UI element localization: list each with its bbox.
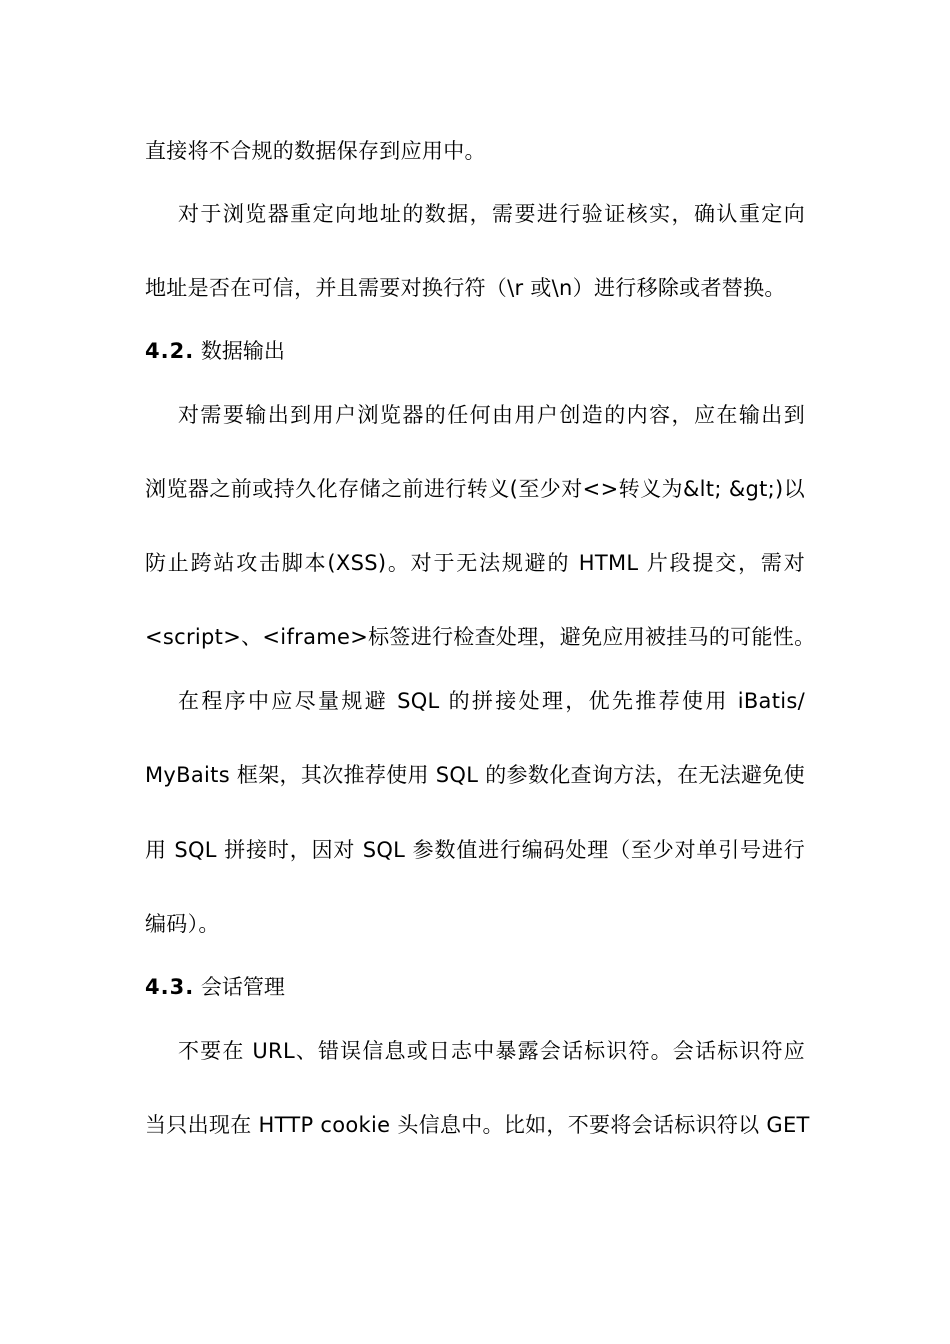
sql-paragraph-line-4: 编码）。 <box>145 912 220 936</box>
section-title: 会话管理 <box>200 975 285 999</box>
session-paragraph-line-1: 不要在 URL、错误信息或日志中暴露会话标识符。会话标识符应 <box>178 1039 805 1063</box>
redirect-paragraph-line-2: 地址是否在可信，并且需要对换行符（\r 或\n）进行移除或者替换。 <box>145 276 786 300</box>
section-number: 4.2. <box>145 339 195 363</box>
output-paragraph-line-3: 防止跨站攻击脚本(XSS)。对于无法规避的 HTML 片段提交，需对 <box>145 551 805 575</box>
output-paragraph-line-2: 浏览器之前或持久化存储之前进行转义(至少对<>转义为&lt; &gt;)以 <box>145 477 805 501</box>
sql-paragraph-line-3: 用 SQL 拼接时，因对 SQL 参数值进行编码处理（至少对单引号进行 <box>145 838 805 862</box>
paragraph-end-line-1: 直接将不合规的数据保存到应用中。 <box>145 139 486 163</box>
output-paragraph-line-1: 对需要输出到用户浏览器的任何由用户创造的内容，应在输出到 <box>178 403 805 427</box>
sql-paragraph-line-2: MyBaits 框架，其次推荐使用 SQL 的参数化查询方法，在无法避免使 <box>145 763 805 787</box>
redirect-paragraph-line-1: 对于浏览器重定向地址的数据，需要进行验证核实，确认重定向 <box>178 202 805 226</box>
sql-paragraph-line-1: 在程序中应尽量规避 SQL 的拼接处理，优先推荐使用 iBatis/ <box>178 689 805 713</box>
section-title: 数据输出 <box>200 339 285 363</box>
section-heading-4-3 <box>145 972 285 1002</box>
section-number: 4.3. <box>145 975 195 999</box>
session-paragraph-line-2: 当只出现在 HTTP cookie 头信息中。比如，不要将会话标识符以 GET <box>145 1113 810 1137</box>
output-paragraph-line-4: <script>、<iframe>标签进行检查处理，避免应用被挂马的可能性。 <box>145 625 816 649</box>
section-heading-4-2 <box>145 336 285 366</box>
